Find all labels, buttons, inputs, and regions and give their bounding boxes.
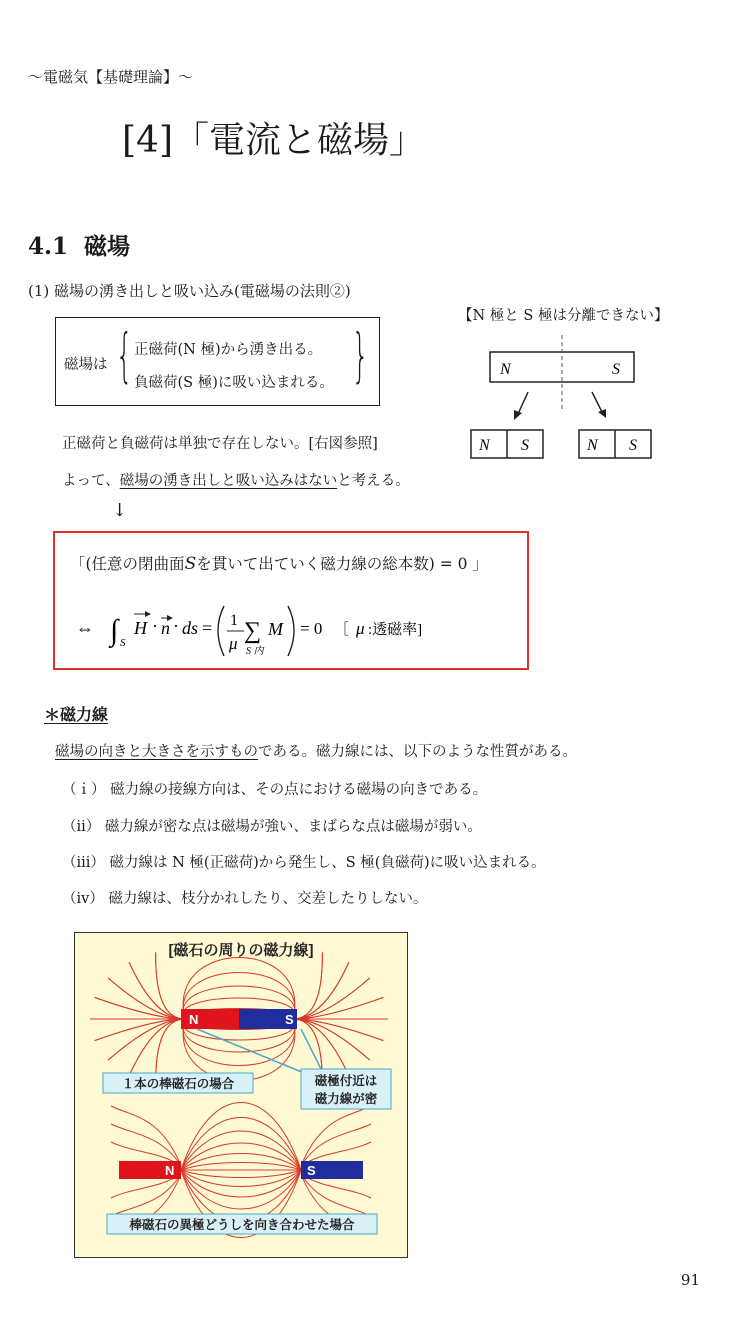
property-item-1: [62, 778, 487, 799]
sum-subscript: S 内: [246, 646, 264, 657]
property-num: （iv）: [62, 891, 104, 907]
arrow-left: [518, 392, 528, 414]
bar-pole-n: N: [500, 361, 511, 378]
field-lines-desc-rest: である。磁力線には、以下のような性質がある。: [258, 744, 577, 760]
piece-left-n: N: [479, 437, 490, 454]
arrow-right: [592, 392, 602, 412]
variable-m: M: [268, 619, 283, 639]
frac-numerator: 1: [230, 612, 238, 629]
field-lines-title: ＊磁力線: [44, 705, 109, 724]
summary-line-2: 負磁荷(S 極)に吸い込まれる。: [134, 375, 334, 391]
section-heading: [28, 228, 130, 261]
dot-1: ·: [152, 616, 158, 636]
note-rest: :透磁率]: [368, 622, 423, 638]
down-arrow: ↓: [112, 500, 128, 521]
label-dense-1: 磁極付近は: [314, 1074, 378, 1088]
left-brace: {: [116, 321, 133, 389]
field-line: [181, 1170, 301, 1178]
top-magnet-n-label: N: [189, 1012, 199, 1027]
field-line: [293, 978, 370, 1019]
property-num: （ii）: [62, 819, 101, 835]
field-line: [181, 1131, 301, 1170]
field-line: [108, 1019, 185, 1060]
property-item-3: [62, 851, 546, 872]
property-item-2: [62, 815, 482, 836]
equals-1: =: [202, 618, 213, 638]
frac-denominator: μ: [229, 634, 238, 653]
magnet-split-diagram: [462, 330, 662, 460]
property-num: （iii）: [62, 855, 105, 871]
dot-2: ·: [173, 616, 179, 636]
vector-h: H: [134, 618, 147, 638]
magnetic-field-figure: [74, 932, 408, 1258]
subsection-label: (1): [28, 282, 50, 300]
callout-line-s: [301, 1029, 321, 1069]
bar-pole-s: S: [612, 361, 620, 378]
field-line: [301, 1106, 371, 1166]
right-brace: }: [352, 321, 369, 389]
property-text: 磁力線が密な点は磁場が強い、まばらな点は磁場が弱い。: [104, 819, 482, 835]
statement-1: 正磁荷と負磁荷は単独で存在しない。[右図参照]: [62, 436, 378, 452]
piece-left-s: S: [521, 437, 529, 454]
statement-2-underlined: 磁場の湧き出しと吸い込みはない: [119, 473, 338, 489]
label-single: １本の棒磁石の場合: [121, 1077, 235, 1091]
field-line: [108, 978, 185, 1019]
field-line: [129, 1019, 185, 1076]
sum-sign: ∑: [244, 618, 262, 644]
bottom-magnet-n-label: N: [165, 1163, 175, 1178]
note-mu: μ: [356, 619, 365, 638]
field-lines-illustration: [75, 933, 407, 1257]
field-line: [293, 962, 349, 1019]
field-line: [181, 1170, 301, 1187]
field-line: [293, 962, 349, 1019]
property-text: 磁力線の接線方向は、その点における磁場の向きである。: [110, 782, 488, 798]
law-statement: [70, 552, 488, 574]
integral-subscript: S: [120, 637, 126, 649]
label-pair: 棒磁石の異極どうしを向き合わせた場合: [129, 1218, 355, 1232]
piece-right-s: S: [629, 437, 637, 454]
page-number: 91: [680, 1271, 700, 1289]
subsection-title: 磁場の湧き出しと吸い込み(電磁場の法則②): [54, 282, 351, 300]
left-paren: [218, 606, 224, 656]
summary-line-1: 正磁荷(N 極)から湧き出る。: [134, 342, 323, 358]
field-line: [181, 1163, 301, 1171]
property-num: （ｉ）: [62, 782, 106, 798]
field-line: [129, 1019, 185, 1076]
right-paren: [288, 606, 294, 656]
label-dense-2: 磁力線が密: [314, 1092, 378, 1106]
field-line: [108, 1019, 185, 1060]
piece-right-n: N: [587, 437, 598, 454]
magnet-diagram-title: 【N 極と S 極は分離できない】: [458, 308, 669, 324]
gauss-law-formula: [72, 600, 492, 664]
arrowhead-left: [514, 410, 522, 420]
section-title: 磁場: [84, 233, 131, 260]
law-statement-open: 「(任意の閉曲面: [70, 555, 185, 573]
field-line: [181, 1154, 301, 1171]
vector-n: n: [161, 618, 170, 638]
statement-2-suffix: と考える。: [337, 473, 410, 489]
section-number: 4.1: [28, 233, 69, 260]
field-line: [129, 962, 185, 1019]
equiv-symbol: ⇔: [76, 618, 94, 638]
note-open: ［: [334, 622, 350, 638]
field-line: [293, 978, 370, 1019]
field-line: [293, 1019, 349, 1076]
statement-2: [62, 469, 410, 490]
chapter-title: [4]「電流と磁場」: [122, 120, 425, 161]
figure-title: [磁石の周りの磁力線]: [168, 942, 314, 959]
integral-sign: ∫: [110, 614, 119, 647]
top-magnet-s-label: S: [285, 1012, 294, 1027]
property-text: 磁力線は N 極(正磁荷)から発生し、S 極(負磁荷)に吸い込まれる。: [109, 855, 546, 871]
breadcrumb: ～電磁気【基礎理論】～: [28, 68, 194, 86]
bottom-magnet-s-label: S: [307, 1163, 316, 1178]
property-text: 磁力線は、枝分かれしたり、交差したりしない。: [108, 891, 428, 907]
field-line: [111, 1106, 181, 1166]
law-statement-rest: を貫いて出ていく磁力線の総本数) = 0 」: [196, 555, 488, 573]
ds: ds: [182, 618, 199, 638]
property-item-4: [62, 887, 427, 908]
field-line: [181, 1103, 301, 1171]
field-line: [293, 1019, 349, 1076]
summary-label: 磁場は: [64, 357, 108, 373]
field-line: [108, 978, 185, 1019]
subsection-heading: [28, 280, 351, 301]
statement-2-prefix: よって、: [62, 473, 120, 489]
field-line: [181, 1170, 301, 1209]
field-line: [129, 962, 185, 1019]
result-zero: = 0: [300, 619, 323, 638]
field-lines-description: [55, 740, 577, 761]
field-line: [293, 1019, 370, 1060]
field-lines-desc-underlined: 磁場の向きと大きさを示すもの: [55, 744, 258, 760]
law-statement-var: S: [184, 554, 197, 574]
field-line: [293, 1019, 370, 1060]
